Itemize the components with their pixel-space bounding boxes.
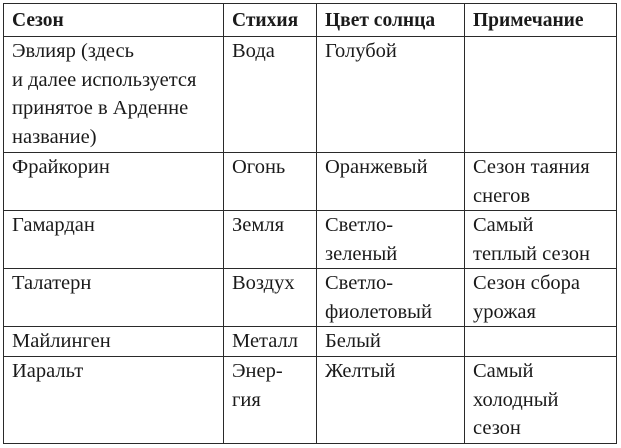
cell-element bbox=[224, 211, 317, 269]
cell-line: Огонь bbox=[232, 156, 286, 178]
cell-note bbox=[465, 269, 617, 327]
cell-line: Эвлияр (здесь bbox=[12, 40, 134, 62]
cell-sun-color bbox=[317, 357, 465, 444]
table-header-row bbox=[4, 4, 617, 37]
table-row bbox=[4, 327, 617, 357]
cell-line: Иаральт bbox=[12, 360, 84, 382]
cell-element bbox=[224, 37, 317, 153]
header-season: Сезон bbox=[4, 4, 224, 37]
cell-line: зеленый bbox=[325, 242, 398, 265]
cell-line: урожая bbox=[473, 300, 536, 323]
table-row bbox=[4, 269, 617, 327]
cell-line: Энер- bbox=[232, 360, 283, 382]
cell-line: название) bbox=[12, 125, 97, 148]
cell-line: Голубой bbox=[325, 40, 397, 62]
cell-season bbox=[4, 327, 224, 357]
cell-element bbox=[224, 327, 317, 357]
table-row bbox=[4, 357, 617, 444]
cell-note bbox=[465, 37, 617, 153]
cell-sun-color bbox=[317, 327, 465, 357]
cell-line: Светло- bbox=[325, 214, 394, 236]
table-row bbox=[4, 153, 617, 211]
cell-sun-color bbox=[317, 211, 465, 269]
cell-line: и далее используется bbox=[12, 68, 197, 91]
cell-line: Земля bbox=[232, 214, 285, 236]
cell-line: Самый bbox=[473, 360, 534, 382]
cell-season bbox=[4, 269, 224, 327]
cell-season bbox=[4, 153, 224, 211]
cell-line: Металл bbox=[232, 330, 299, 352]
table-row bbox=[4, 37, 617, 153]
cell-line: Белый bbox=[325, 330, 381, 352]
table-row bbox=[4, 211, 617, 269]
cell-line: Светло- bbox=[325, 272, 394, 294]
cell-element bbox=[224, 153, 317, 211]
cell-line: Талатерн bbox=[12, 272, 92, 294]
cell-season bbox=[4, 37, 224, 153]
header-element: Стихия bbox=[224, 4, 317, 37]
cell-sun-color bbox=[317, 37, 465, 153]
cell-line: Сезон таяния bbox=[473, 156, 590, 178]
cell-line: Самый bbox=[473, 214, 534, 236]
cell-line: снегов bbox=[473, 184, 530, 207]
cell-line: принятое в Арденне bbox=[12, 97, 189, 119]
header-sun-color: Цвет солнца bbox=[317, 4, 465, 37]
cell-season bbox=[4, 211, 224, 269]
cell-season bbox=[4, 357, 224, 444]
cell-line: Гамардан bbox=[12, 214, 95, 236]
cell-line: Воздух bbox=[232, 272, 295, 294]
cell-line: Фрайкорин bbox=[12, 156, 110, 178]
cell-line: сезон bbox=[473, 417, 521, 439]
cell-sun-color bbox=[317, 269, 465, 327]
cell-line: Желтый bbox=[325, 360, 396, 382]
cell-line: теплый сезон bbox=[473, 242, 591, 265]
cell-note bbox=[465, 211, 617, 269]
cell-line: Сезон сбора bbox=[473, 272, 580, 294]
cell-line: Майлинген bbox=[12, 330, 111, 352]
cell-line: гия bbox=[232, 388, 261, 411]
cell-line: фиолетовый bbox=[325, 300, 432, 323]
cell-element bbox=[224, 269, 317, 327]
cell-line: Оранжевый bbox=[325, 156, 428, 178]
cell-note bbox=[465, 153, 617, 211]
cell-sun-color bbox=[317, 153, 465, 211]
cell-line: холодный bbox=[473, 388, 559, 411]
cell-note bbox=[465, 327, 617, 357]
cell-note bbox=[465, 357, 617, 444]
header-note: Примечание bbox=[465, 4, 617, 37]
cell-line: Вода bbox=[232, 40, 275, 62]
seasons-table bbox=[3, 3, 617, 444]
cell-element bbox=[224, 357, 317, 444]
